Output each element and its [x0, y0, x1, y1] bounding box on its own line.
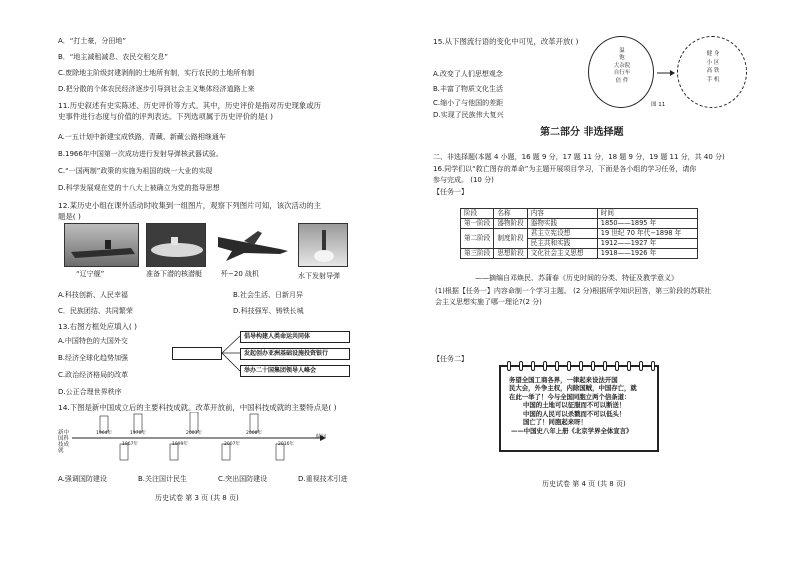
left-footer: 历史试卷 第 3 页 (共 8 页): [155, 494, 239, 502]
q13-option-b: B.经济全球化趋势加强: [58, 354, 129, 362]
declaration-line: 中国的土地可以征服而不可以断送！: [523, 401, 626, 410]
stages-table: [460, 208, 698, 259]
declaration-text: [509, 376, 637, 435]
timeline-boxes-lower: [120, 444, 284, 460]
q13-option-c: C.政治经济格局的改革: [58, 371, 129, 379]
q11-option-b: B.1966年中国第一次成功进行发射导弹核武器试验。: [58, 150, 223, 158]
section-title: 第二部分 非选择题: [540, 127, 624, 138]
spiral-ring: [603, 361, 607, 371]
q12-option-c: C．民族团结、共同繁荣: [58, 307, 133, 315]
table-cell: 第三阶段: [461, 249, 494, 259]
q13-stem: 13.右图方框处应填入( ): [58, 322, 137, 331]
q13-arrows: [222, 330, 242, 380]
table-header-row: [461, 209, 698, 219]
q16-sub1-line1: (1)根据【任务一】内容命制一个学习主题。 (2 分)根据所学知识回答，第三阶段的苏联社: [435, 287, 712, 295]
q12-stem-line1: 12.某历史小组在课外活动时收集到一组图片，观察下列图片可知，该次活动的主: [58, 201, 322, 210]
table-cell: 民主共和实践: [527, 239, 597, 249]
year-2003: 2003年: [186, 431, 202, 436]
q11-option-d: D.科学发展观在党的十八大上被确立为党的指导思想: [58, 184, 220, 192]
photo-submarine: [146, 223, 206, 267]
table-cell: 1912——1927 年: [597, 239, 697, 249]
carrier-image: [65, 224, 139, 267]
year-2007: 2007年: [224, 442, 240, 447]
left-page: [58, 30, 418, 530]
spiral-ring: [507, 361, 511, 371]
q15-stem: 15.从下图流行语的变化中可见，改革开放( ): [433, 37, 579, 46]
q14-axis-label: 新中国科技成就: [58, 430, 70, 455]
table-cell: 制度阶段: [494, 229, 527, 249]
circle-before-word-1: 温: [619, 48, 625, 54]
caption-carrier: “辽宁舰”: [76, 270, 105, 278]
stages-table-wrap: [460, 208, 698, 259]
q14-timeline: [72, 412, 332, 462]
q12-option-d: D.科技强军、铸铁长城: [233, 307, 304, 315]
table-cell: 器物阶段: [494, 219, 527, 229]
declaration-line: 在此一举了！今与全国同胞立两个信条道：: [509, 392, 631, 401]
q16-stem-line1: 16.同学们以“救亡图存的革命”为主题开展项目学习，下面是各小组的学习任务，请你: [433, 165, 697, 173]
spiral-ring: [555, 361, 559, 371]
q15-arrow: [657, 68, 675, 78]
q12-stem-line2: 题是( ): [58, 212, 81, 221]
q12-option-a: A.科技创新、人民幸福: [58, 291, 128, 299]
spiral-ring: [531, 361, 535, 371]
declaration-line: 民大会，外争主权，内除国贼，中国存亡，就: [509, 384, 637, 393]
q13-box-1: 倡导构建人类命运共同体: [240, 331, 350, 343]
section-instruction: 二、非选择题(本题 4 小题，16 题 9 分，17 题 11 分，18 题 9 分，19 题 11 分，共 40 分): [433, 153, 725, 161]
caption-fighter: 歼−20 战机: [221, 270, 259, 278]
circle-after-word-3: 高 铁: [706, 68, 720, 75]
task2-label: 【任务二】: [433, 355, 468, 363]
q13-blank-box: [172, 347, 222, 360]
q11-option-c: C.“一国两制”政策的实施为祖国的统一大业的实现: [58, 167, 213, 175]
q16-stem-line2: 参与完成。 (10 分): [433, 176, 494, 184]
table-header-cell: 名称: [494, 209, 527, 219]
q16-sub1-line2: 会主义思想实施了哪一理论?(2 分): [435, 298, 542, 306]
table-row: [461, 229, 698, 239]
declaration-notice: [499, 365, 659, 452]
declaration-line: 务望全国工商各界，一律起来设法开国: [509, 376, 618, 384]
q13-option-d: D.公正合理世界秩序: [58, 388, 122, 396]
spiral-ring: [615, 361, 619, 371]
prev-option-a: A．“打土豪，分田地”: [58, 37, 127, 45]
year-1964: 1964年: [96, 431, 112, 436]
q15-option-b: B.丰富了物质文化生活: [433, 85, 504, 93]
caption-submarine: 准备下潜的核潜艇: [146, 270, 202, 278]
table-cell: 君主立宪设想: [527, 229, 597, 239]
timeline-end-label: 时间: [316, 434, 327, 440]
task1-label: 【任务一】: [433, 188, 468, 196]
q15-figure-label: 图 11: [651, 102, 666, 108]
fighter-image: [214, 223, 292, 267]
right-page: [433, 30, 793, 530]
table-cell: 器物实践: [527, 219, 597, 229]
q14-option-b: B.关注国计民生: [138, 475, 188, 483]
table-header-cell: 阶段: [461, 209, 494, 219]
spiral-ring: [519, 361, 523, 371]
q14-stem: 14.下图是新中国成立后的主要科技成就。改革开放前，中国科技成就的主要特点是( ): [58, 403, 337, 412]
photo-liaoning-carrier: [64, 223, 139, 267]
year-1970: 1970年: [130, 431, 146, 436]
circle-before-word-3: 大杂院: [613, 62, 631, 69]
table-row: [461, 219, 698, 229]
circle-after-word-1: 健 身: [706, 51, 720, 57]
year-2016: 2016年: [278, 442, 294, 447]
table-cell: 第二阶段: [461, 229, 494, 249]
spiral-ring: [579, 361, 583, 371]
q13-box-2: 发起创办亚洲基础设施投资银行: [240, 348, 350, 360]
photo-missile-launch: [298, 223, 348, 267]
table-header-cell: 内容: [527, 209, 597, 219]
table-row: [461, 249, 698, 259]
q14-option-c: C.突出国防建设: [218, 475, 268, 483]
missile-image: [299, 224, 348, 267]
photo-j20-fighter: [214, 223, 292, 267]
declaration-line: 国亡了！同胞起来呀！: [523, 418, 587, 427]
declaration-line: 中国的人民可以杀戮而不可以低头！: [523, 409, 626, 418]
table-header-cell: 时间: [597, 209, 697, 219]
q11-stem-line2: 史事件进行态度与价值的评判表达。下列选项属于历史评价的是( ): [58, 112, 274, 121]
prev-option-b: B．“地主减租减息、农民交租交息”: [58, 53, 169, 61]
circle-after-word-4: 手 机: [706, 76, 720, 83]
q15-option-d: D.实现了民族伟大复兴: [433, 111, 504, 119]
q15-option-a: A.改变了人们思想观念: [433, 70, 503, 78]
timeline-boxes-upper: [100, 412, 258, 432]
q13-box-3: 举办二十国集团领导人峰会: [240, 365, 350, 377]
q12-option-b: B.社会生活、日新月异: [233, 291, 304, 299]
table-cell: 思想阶段: [494, 249, 527, 259]
q14-option-d: D.重视技术引进: [298, 475, 348, 483]
caption-missile: 水下发射导弹: [298, 272, 340, 280]
prev-option-d: D.把分散的个体农民经济逐步引导到社会主义集体经济道路上来: [58, 85, 255, 93]
year-1967: 1967年: [122, 442, 138, 447]
q15-circle-after-text: [701, 50, 725, 84]
table-cell: 文化社会主义思想: [527, 249, 597, 259]
circle-before-word-5: 倍 件: [615, 77, 629, 84]
spiral-ring: [567, 361, 571, 371]
table-cell: 1850——1895 年: [597, 219, 697, 229]
spiral-ring: [651, 361, 655, 371]
submarine-image: [147, 224, 206, 267]
q13-option-a: A.中国特色的大国外交: [58, 337, 128, 345]
q15-circle-before-text: [610, 48, 634, 85]
circle-after-word-2: 小 区: [706, 59, 720, 66]
circle-before-word-4: 自行车: [613, 70, 631, 77]
q15-option-c: C.缩小了与他国的差距: [433, 99, 504, 107]
year-1999: 1999年: [172, 442, 188, 447]
table-cell: 第一阶段: [461, 219, 494, 229]
declaration-source: ——中国史八年上册《北京学界全体宣言》: [511, 426, 633, 435]
q11-stem-line1: 11.历史叙述有史实陈述、历史评价等方式。其中，历史评价是指对历史现象或历: [58, 101, 322, 110]
table-cell: 1918——1926 年: [597, 249, 697, 259]
q14-option-a: A.强调国防建设: [58, 475, 107, 483]
table-cell: 19 世纪 70 年代−1898 年: [597, 229, 697, 239]
q11-option-a: A.一五计划中新建宝成铁路，青藏、新藏公路相继通车: [58, 133, 226, 141]
table-source: ——摘编自邓焕民、苏蒲春《历史时间的分类、特征及教学意义》: [475, 274, 678, 282]
spiral-ring: [591, 361, 595, 371]
spiral-ring: [627, 361, 631, 371]
year-2008: 2008年: [246, 431, 262, 436]
circle-before-word-2: 饱: [619, 55, 625, 62]
spiral-ring: [639, 361, 643, 371]
prev-option-c: C.废除地主阶级封建剥削的土地所有制，实行农民的土地所有制: [58, 69, 255, 77]
spiral-ring: [543, 361, 547, 371]
right-footer: 历史试卷 第 4 页 (共 8 页): [542, 480, 626, 488]
